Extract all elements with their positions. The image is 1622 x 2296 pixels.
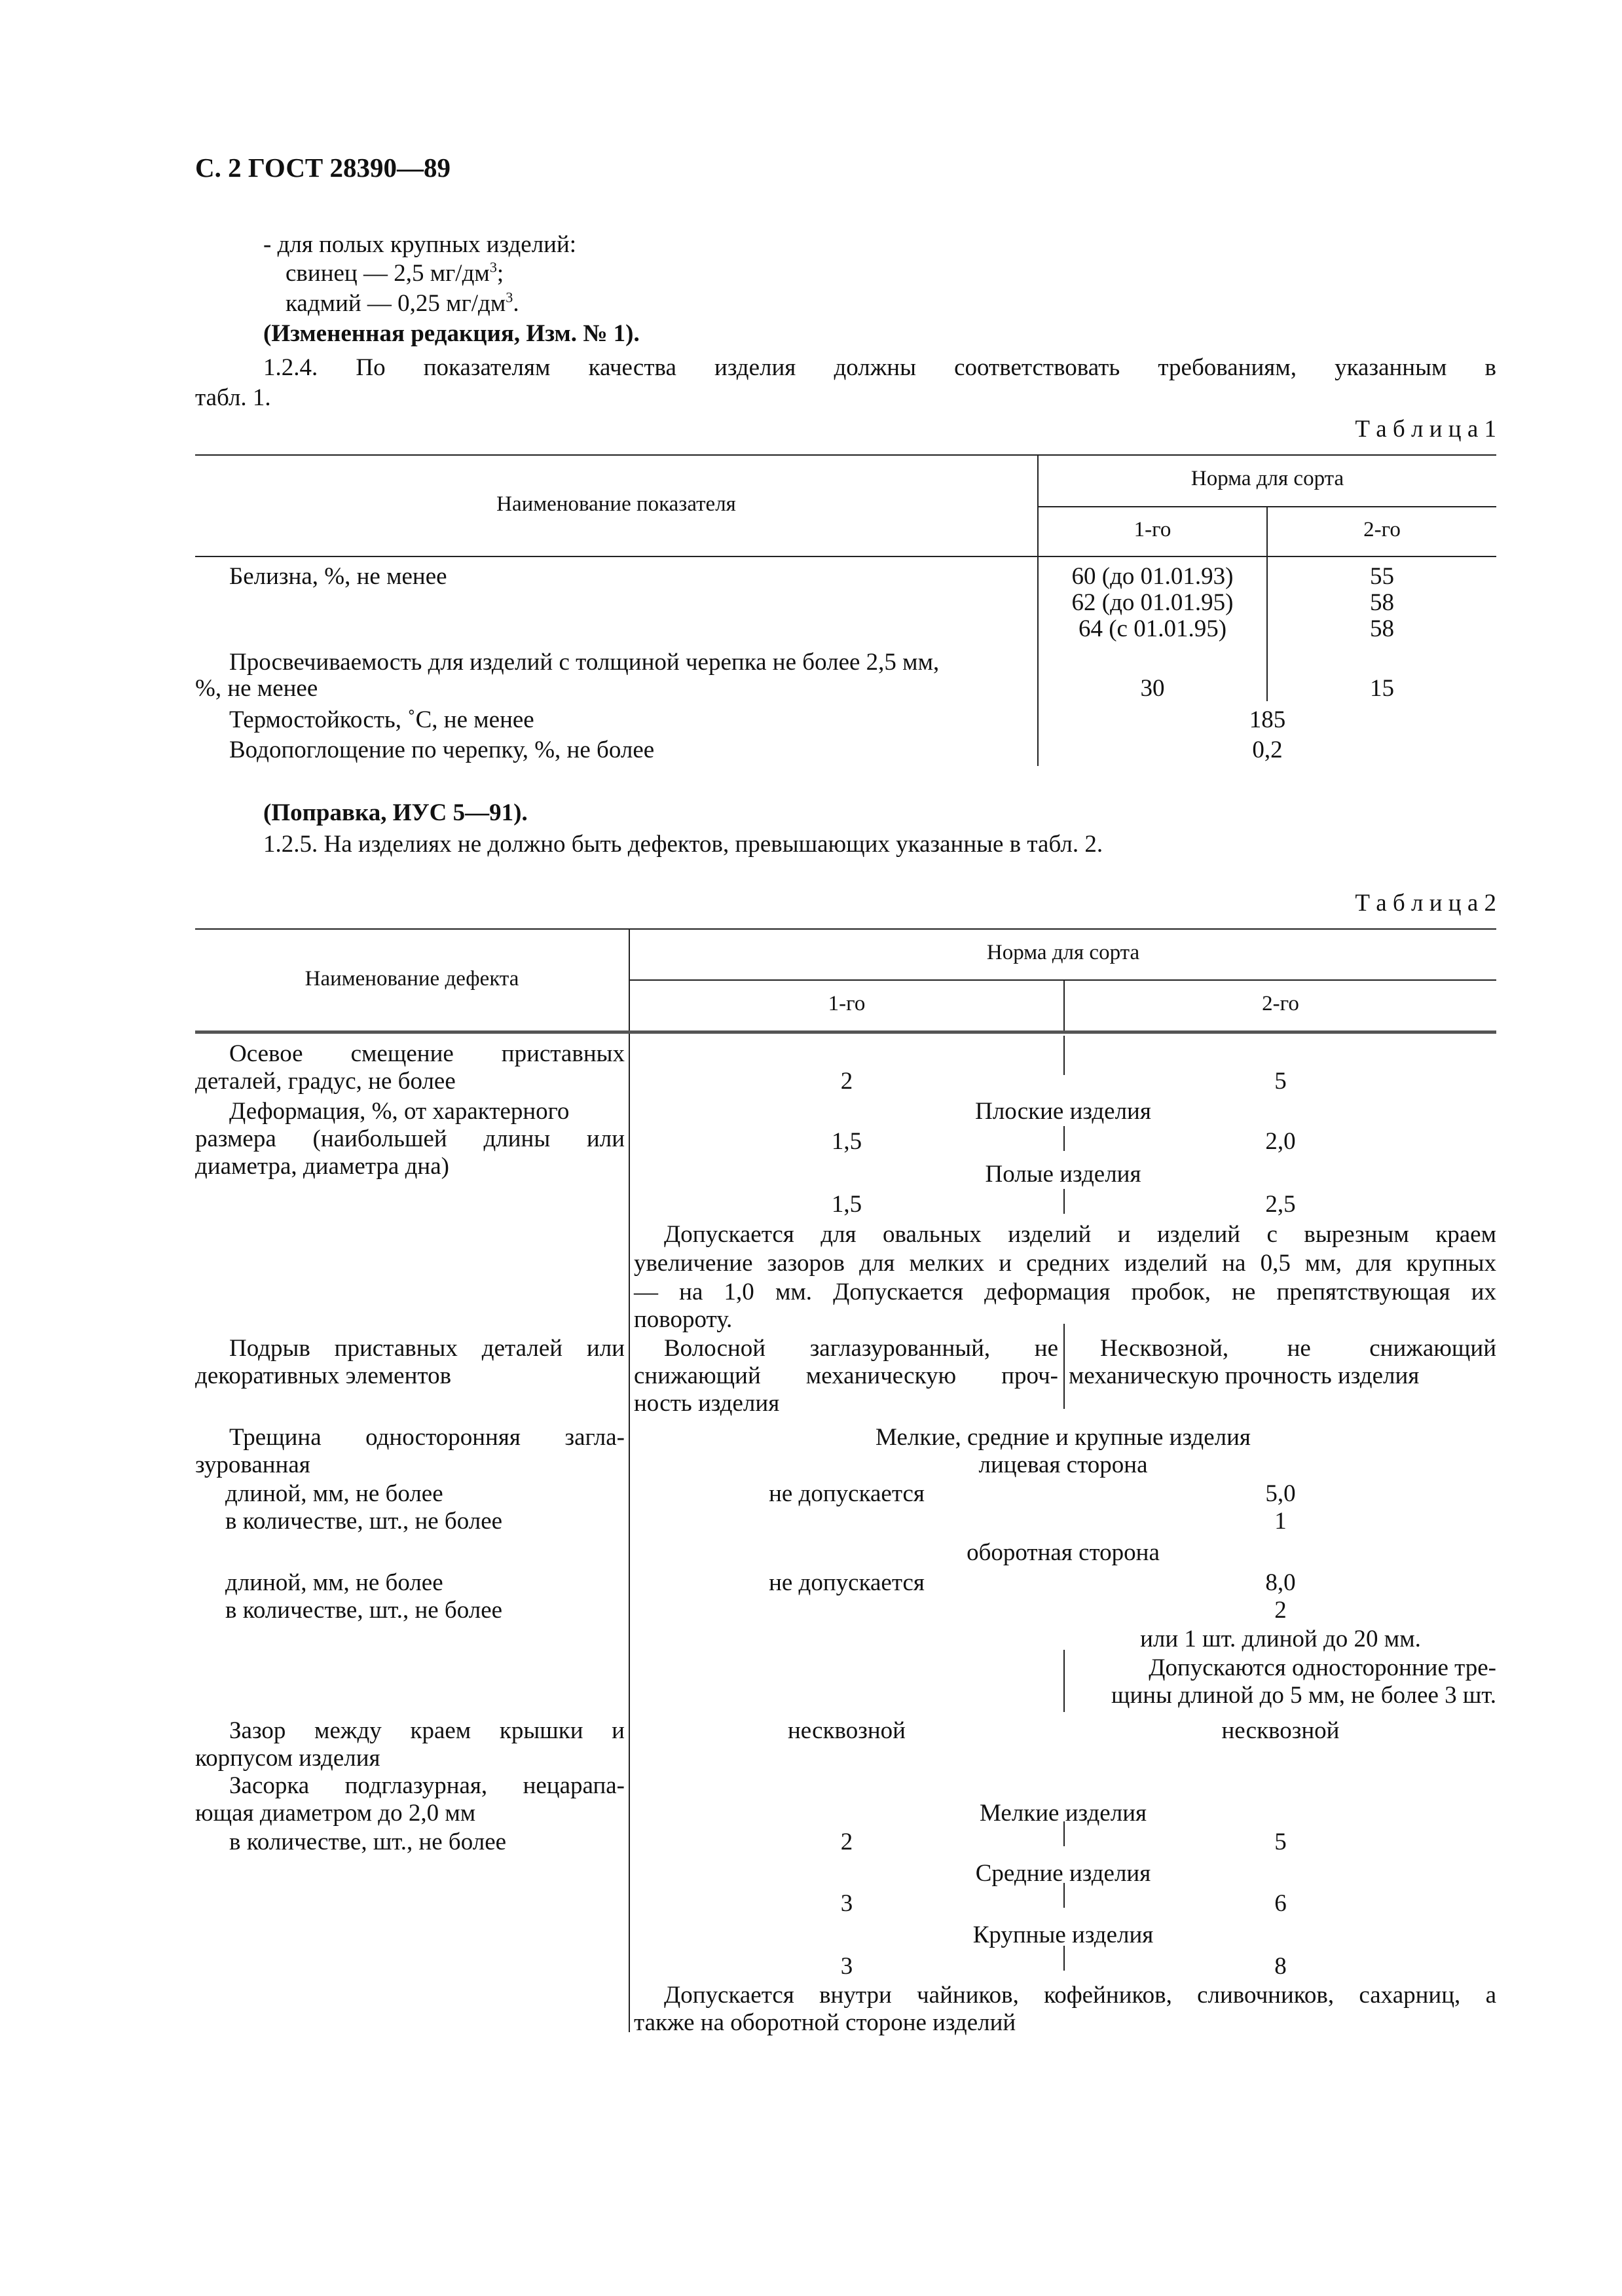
- defect-gap-cont: корпусом изделия: [195, 1745, 380, 1772]
- table1-row-water: Водопоглощение по черепку, %, не более: [229, 737, 655, 763]
- group-face-side: лицевая сторона: [978, 1451, 1148, 1478]
- table1-cell: 64 (с 01.01.95): [1078, 615, 1227, 642]
- table2-cell: 3: [840, 1953, 853, 1980]
- inclusion-note: также на оборотной стороне изделий: [634, 2009, 1016, 2036]
- group-large-items: Крупные изделия: [972, 1922, 1154, 1948]
- table2-cell: 8: [1274, 1953, 1287, 1980]
- table2-cell: 5: [1274, 1068, 1287, 1095]
- table2-cell: 2: [840, 1829, 853, 1855]
- defect-gap: Зазор между краем крышки и: [229, 1717, 625, 1744]
- table2-cell: 1: [1274, 1508, 1287, 1535]
- table1-row-whiteness: Белизна, %, не менее: [229, 563, 447, 590]
- table2-header-grade2: 2-го: [1262, 992, 1299, 1015]
- correction-note: (Поправка, ИУС 5—91).: [263, 799, 528, 826]
- table1-cell: 15: [1370, 675, 1394, 702]
- table2-cell: щины длиной до 5 мм, не более 3 шт.: [1111, 1682, 1496, 1709]
- table2-cell: несквозной: [1221, 1717, 1340, 1744]
- deformation-note: — на 1,0 мм. Допускается деформация пробок, не препятствующая их: [634, 1279, 1496, 1305]
- table1-cell: 60 (до 01.01.93): [1071, 563, 1234, 590]
- group-flat-items: Плоские изделия: [975, 1098, 1151, 1125]
- table2-cell: 2: [840, 1068, 853, 1095]
- table1-cell: 55: [1370, 563, 1394, 590]
- table2-cell: 1,5: [831, 1191, 862, 1218]
- clause-1-2-4-cont: табл. 1.: [195, 384, 271, 411]
- table1-caption: Т а б л и ц а 1: [1355, 416, 1496, 443]
- defect-inclusion-cont: ющая диаметром до 2,0 мм: [195, 1800, 476, 1827]
- table2-header-rule: [195, 1030, 1496, 1034]
- table2-cell: Несквозной, не снижающий: [1100, 1335, 1496, 1362]
- table1-header-grade2: 2-го: [1363, 518, 1401, 541]
- cadmium-limit: кадмий — 0,25 $мг/дм^3$.: [286, 289, 519, 317]
- table2-header-grade1: 1-го: [828, 992, 866, 1015]
- intro-line: - для полых крупных изделий:: [263, 231, 577, 258]
- crack-length-label: длиной, мм, не более: [225, 1569, 443, 1596]
- table1-row-thermal: Термостойкость, ˚С, не менее: [229, 706, 534, 733]
- inclusion-note: Допускается внутри чайников, кофейников, сливочников, сахарниц, а: [664, 1982, 1496, 2009]
- table2-caption: Т а б л и ц а 2: [1355, 890, 1496, 917]
- defect-chipping: Подрыв приставных деталей или: [229, 1335, 625, 1362]
- table2-cell: 5: [1274, 1829, 1287, 1855]
- table1-cell: 30: [1140, 675, 1165, 702]
- table2-cell: или 1 шт. длиной до 20 мм.: [1140, 1626, 1421, 1652]
- defect-deformation-cont: диаметра, диаметра дна): [195, 1153, 449, 1180]
- table2-cell: не допускается: [769, 1480, 925, 1507]
- group-hollow-items: Полые изделия: [985, 1161, 1141, 1188]
- table2-top-rule: [195, 928, 1496, 930]
- table1-header-norm: Норма для сорта: [1190, 467, 1344, 490]
- table1-header-name: Наименование показателя: [496, 492, 736, 516]
- table1-top-rule: [195, 454, 1496, 456]
- table1-cell: 0,2: [1252, 737, 1283, 763]
- table2-cell: 8,0: [1265, 1569, 1296, 1596]
- group-small-items: Мелкие изделия: [979, 1800, 1147, 1827]
- clause-1-2-4: 1.2.4. По показателям качества изделия должны соответствовать требованиям, указанным в: [263, 354, 1496, 381]
- defect-inclusion: Засорка подглазурная, нецарапа-: [229, 1772, 625, 1799]
- deformation-note: Допускается для овальных изделий и изделий с вырезным краем: [664, 1221, 1496, 1248]
- defect-crack: Трещина односторонняя загла-: [229, 1424, 625, 1451]
- table2-cell: Волосной заглазурованный, не: [664, 1335, 1058, 1362]
- defect-crack-cont: зурованная: [195, 1451, 310, 1478]
- table2-cell: не допускается: [769, 1569, 925, 1596]
- table2-cell: несквозной: [788, 1717, 906, 1744]
- table1-header-rule: [195, 556, 1496, 557]
- grade-divider: [1063, 1324, 1065, 1409]
- defect-axial-cont: деталей, градус, не более: [195, 1068, 456, 1095]
- lead-limit: свинец — 2,5 $мг/дм^3$;: [286, 259, 504, 287]
- table1-row-translucency-cont: %, не менее: [195, 675, 318, 702]
- table2-header-norm: Норма для сорта: [986, 941, 1140, 964]
- table1-cell: 185: [1249, 706, 1286, 733]
- table2-cell: ность изделия: [634, 1390, 780, 1417]
- clause-1-2-5: 1.2.5. На изделиях не должно быть дефектов, превышающих указанные в табл. 2.: [263, 831, 1103, 858]
- defect-deformation-cont: размера (наибольшей длины или: [195, 1125, 625, 1152]
- crack-qty-label: в количестве, шт., не более: [225, 1508, 503, 1535]
- defect-deformation: Деформация, %, от характерного: [229, 1098, 570, 1125]
- table2-cell: механическую прочность изделия: [1069, 1362, 1420, 1389]
- table2-cell: 5,0: [1265, 1480, 1296, 1507]
- table2-header-name: Наименование дефекта: [304, 967, 519, 991]
- amendment-note: (Измененная редакция, Изм. № 1).: [263, 320, 640, 347]
- table1-cell: 58: [1370, 589, 1394, 616]
- defect-chipping-cont: декоративных элементов: [195, 1362, 452, 1389]
- table2-cell: 6: [1274, 1890, 1287, 1917]
- table2-cell: 2: [1274, 1597, 1287, 1624]
- table2-cell: 1,5: [831, 1128, 862, 1155]
- deformation-note: повороту.: [634, 1306, 733, 1333]
- inclusion-qty-label: в количестве, шт., не более: [229, 1829, 507, 1855]
- table2-subheader-rule: [629, 979, 1496, 981]
- deformation-note: увеличение зазоров для мелких и средних изделий на 0,5 мм, для крупных: [634, 1250, 1496, 1277]
- group-medium-items: Средние изделия: [975, 1860, 1151, 1887]
- group-all-items: Мелкие, средние и крупные изделия: [876, 1424, 1251, 1451]
- table2-cell: снижающий механическую проч-: [634, 1362, 1058, 1389]
- table1-header-grade1: 1-го: [1134, 518, 1171, 541]
- page-header: С. 2 ГОСТ 28390—89: [195, 153, 451, 183]
- table1-cell: 62 (до 01.01.95): [1071, 589, 1234, 616]
- table2-cell: 2,5: [1265, 1191, 1296, 1218]
- defect-axial: Осевое смещение приставных: [229, 1040, 625, 1067]
- table2-cell: 2,0: [1265, 1128, 1296, 1155]
- table2-cell: 3: [840, 1890, 853, 1917]
- table2-cell: Допускаются односторонние тре-: [1149, 1654, 1496, 1681]
- crack-length-label: длиной, мм, не более: [225, 1480, 443, 1507]
- table1-row-translucency: Просвечиваемость для изделий с толщиной черепка не более 2,5 мм,: [229, 649, 940, 676]
- crack-qty-label: в количестве, шт., не более: [225, 1597, 503, 1624]
- group-back-side: оборотная сторона: [967, 1539, 1160, 1566]
- table1-cell: 58: [1370, 615, 1394, 642]
